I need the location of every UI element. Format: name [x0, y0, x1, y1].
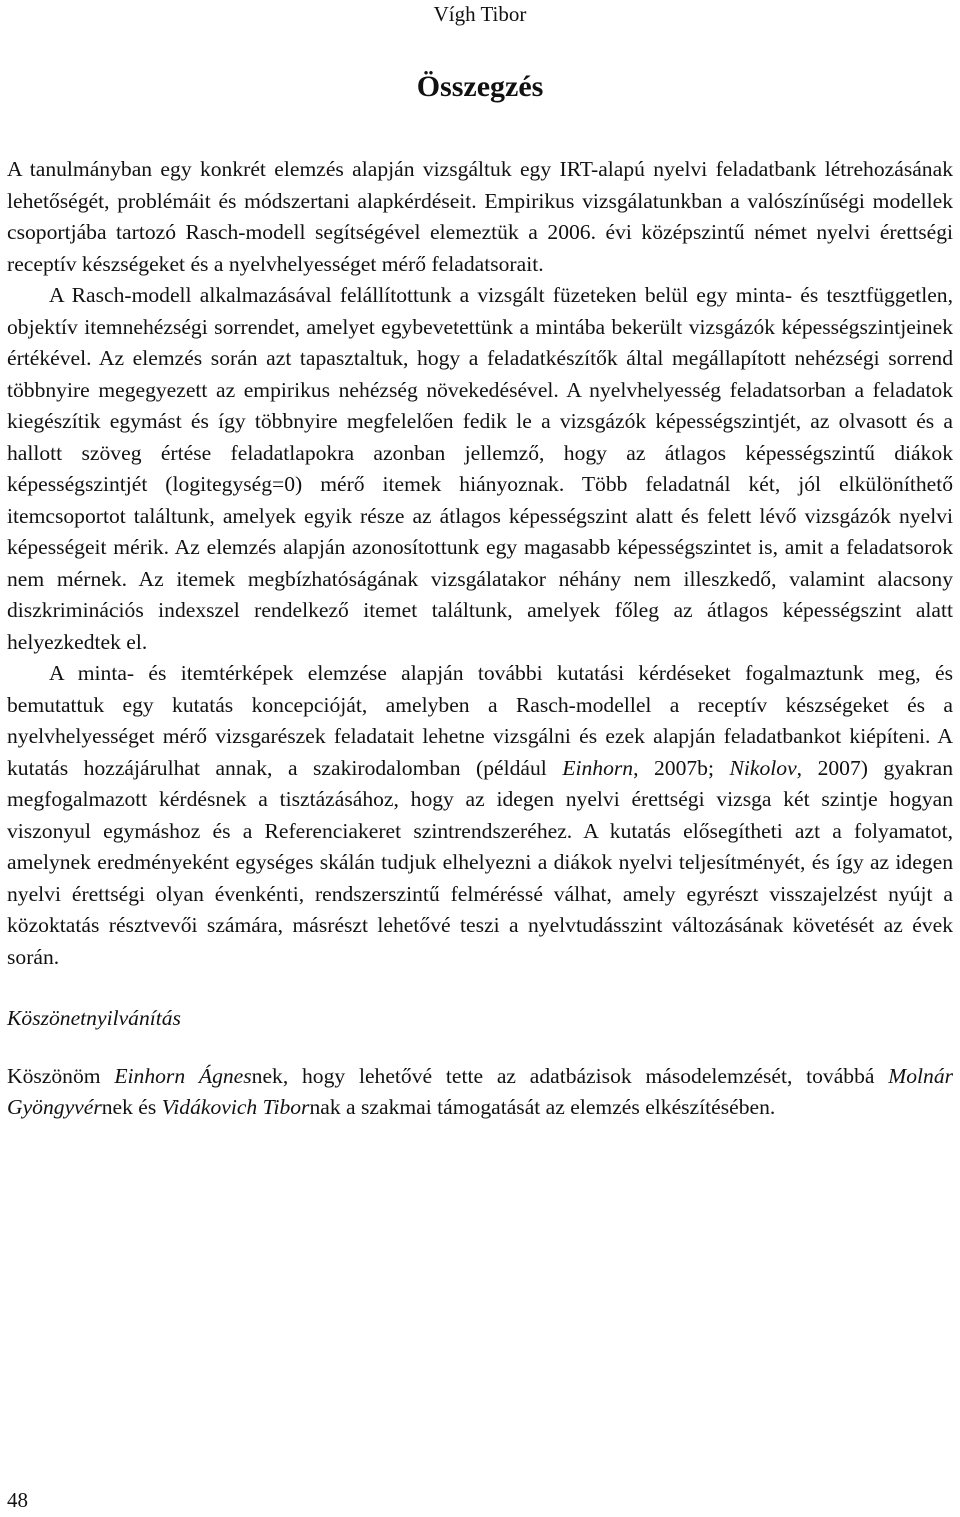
- citation-author: Nikolov: [729, 755, 797, 780]
- paragraph-text: Köszönöm: [7, 1063, 115, 1088]
- paragraph-text: nek, hogy lehetővé tette az adatbázisok másodelemzését, továbbá: [251, 1063, 889, 1088]
- body-text: [7, 154, 953, 1124]
- paragraph-text: , 2007b;: [633, 755, 730, 780]
- paragraph-text: , 2007) gyakran megfogalmazott kérdésnek a tisztázásához, hogy az idegen nyelvi érettségi vizsga két szintje hogyan viszonyul egymáshoz és a Referenciakeret szintrendszeréhez. A kutatás elősegítheti azt a folyamatot, amelynek eredményeként egységes skálán tudjuk elhelyezni a diákok nyelvi teljesítményét, és így az idegen nyelvi érettségi olyan évenkénti, rendszerszintű felméréssé válhat, amely egyrészt visszajelzést nyújt a közoktatás résztvevői számára, másrészt lehetővé teszi a nyelvtudásszint változásának követését az évek során.: [7, 755, 954, 969]
- summary-paragraph-2: A Rasch-modell alkalmazásával felállítottunk a vizsgált füzeteken belül egy minta- és tesztfüggetlen, objektív itemnehézségi sorrendet, amelyet egybevetettünk a mintába bekerült vizsgázók képességszintjeinek értékével. Az elemzés során azt tapasztaltuk, hogy a feladatkészítők által megállapított nehézségi sorrend többnyire megegyezett az empirikus nehézség növekedésével. A nyelvhelyesség feladatsorban a feladatok kiegészítik egymást és így többnyire megfelelően fedik le a vizsgázók képességszintjét, az olvasott és a hallott szöveg értése feladatlapokra azonban jellemző, hogy az átlagos képességszintű diákok képességszintjét (logitegység=0) mérő itemek hiányoznak. Több feladatnál két, jól elkülöníthető itemcsoportot találtunk, amelyek egyik része az átlagos képességszint alatt és felett lévő vizsgázók nyelvi képességeit mérik. Az elemzés alapján azonosítottunk egy magasabb képességszintet is, amit a feladatsorok nem mérnek. Az itemek megbízhatóságának vizsgálatakor néhány nem illeszkedő, valamint alacsony diszkriminációs indexszel rendelkező itemet találtunk, amelyek főleg az átlagos képességszint alatt helyezkedtek el.: [7, 283, 953, 654]
- summary-paragraph-1: A tanulmányban egy konkrét elemzés alapján vizsgáltuk egy IRT-alapú nyelvi feladatbank létrehozásának lehetőségét, problémáit és módszertani alapkérdéseit. Empirikus vizsgálatunkban a valószínűségi modellek csoportjába tartozó Rasch-modell segítségével elemeztük a 2006. évi középszintű német nyelvi érettségi receptív készségeket és a nyelvhelyességet mérő feladatsorait.: [7, 157, 953, 276]
- running-head: Vígh Tibor: [433, 2, 527, 26]
- section-title: Összegzés: [416, 70, 544, 103]
- acknowledgement-heading: Köszönetnyilvánítás: [7, 1006, 181, 1030]
- page-number: 48: [7, 1488, 28, 1512]
- paragraph-text: A minta- és itemtérképek elemzése alapján további kutatási kérdéseket fogalmaztunk meg, és bemutattuk egy kutatás koncepcióját, amelyben a Rasch-modellel a receptív készségeket és a nyelvhelyességet mérő vizsgarészek feladatait lehetne vizsgálni és ezek alapján feladatbankot kiépíteni. A kutatás hozzájárulhat annak, a szakirodalomban (például: [7, 661, 953, 780]
- person-name: Vidákovich Tibor: [161, 1095, 310, 1119]
- paragraph-text: nak a szakmai támogatását az elemzés elkészítésében.: [309, 1095, 776, 1119]
- acknowledgement-paragraph: [7, 1061, 953, 1124]
- person-name: Einhorn Ágnes: [114, 1063, 252, 1088]
- summary-paragraph-3: [7, 658, 953, 973]
- person-name: Molnár Gyöngyvér: [7, 1063, 954, 1119]
- citation-author: Einhorn: [562, 755, 634, 780]
- paragraph-text: nek és: [101, 1095, 162, 1119]
